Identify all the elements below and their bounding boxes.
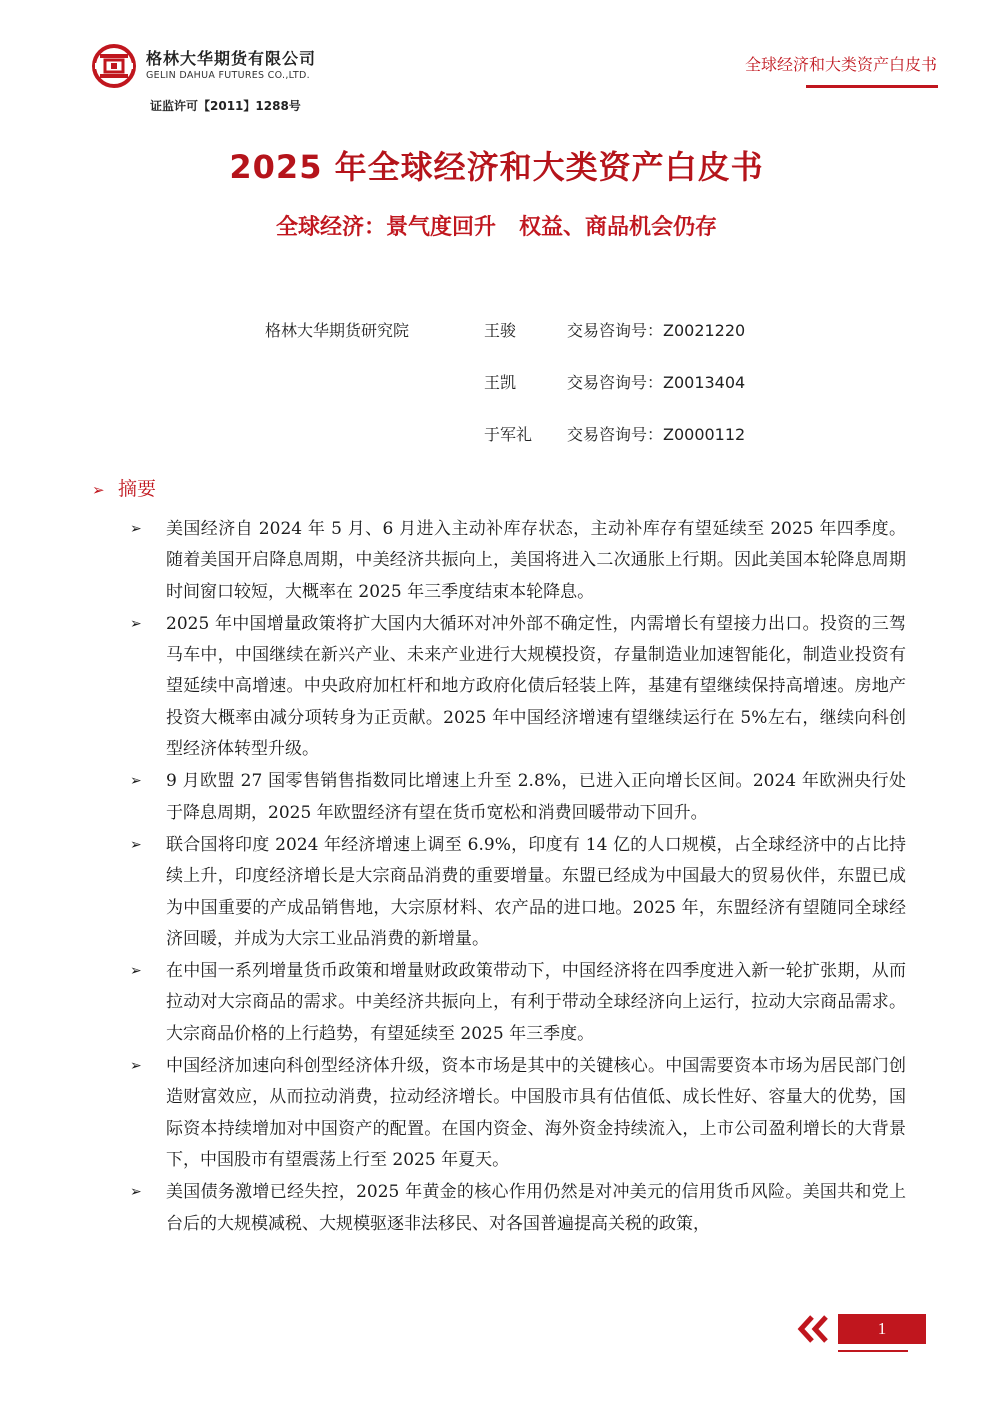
author-license: 交易咨询号：Z0000112 xyxy=(567,425,746,444)
summary-bullet xyxy=(128,830,906,955)
arrow-bullet-icon: ➢ xyxy=(130,1184,142,1201)
document-subtitle: 全球经济：景气度回升 权益、商品机会仍存 xyxy=(276,215,717,240)
arrow-bullet-icon: ➢ xyxy=(92,481,105,499)
header-divider xyxy=(806,85,938,88)
author-name: 王骏 xyxy=(484,321,517,340)
document-title: 2025 年全球经济和大类资产白皮书 xyxy=(229,148,764,186)
footer-divider xyxy=(838,1350,908,1352)
company-name-en: GELIN DAHUA FUTURES CO.,LTD. xyxy=(146,70,310,81)
author-name: 于军礼 xyxy=(484,425,533,444)
summary-bullet-text: 联合国将印度 2024 年经济增速上调至 6.9%，印度有 14 亿的人口规模，占全球经济中的占比持续上升，印度经济增长是大宗商品消费的重要增量。东盟已经成为中国最大的贸易伙伴，东盟已成为中国重要的产成品销售地，大宗原材料、农产品的进口地。2025 年，东盟经济有望随同全球经济回暖，并成为大宗工业品消费的新增量。 xyxy=(166,834,906,949)
summary-heading-label: 摘要 xyxy=(118,478,157,500)
arrow-bullet-icon: ➢ xyxy=(130,615,142,632)
arrow-bullet-icon: ➢ xyxy=(130,521,142,537)
author-license: 交易咨询号：Z0021220 xyxy=(567,321,746,340)
arrow-bullet-icon: ➢ xyxy=(130,963,142,980)
summary-bullet xyxy=(128,1177,906,1240)
page-number: 1 xyxy=(838,1314,926,1344)
arrow-bullet-icon: ➢ xyxy=(130,773,142,790)
summary-bullet xyxy=(128,956,906,1050)
summary-bullet xyxy=(128,1051,906,1176)
summary-bullet xyxy=(128,766,906,829)
author-row xyxy=(0,422,993,446)
summary-bullet-text: 中国经济加速向科创型经济体升级，资本市场是其中的关键核心。中国需要资本市场为居民部门创造财富效应，从而拉动消费，拉动经济增长。中国股市具有估值低、成长性好、容量大的优势，国际资本持续增加对中国资产的配置。在国内资金、海外资金持续流入，上市公司盈利增长的大背景下，中国股市有望震荡上行至 2025 年夏天。 xyxy=(166,1056,906,1170)
summary-bullet xyxy=(128,609,906,765)
arrow-bullet-icon: ➢ xyxy=(130,836,142,853)
company-logo-icon xyxy=(92,44,136,88)
header-report-title: 全球经济和大类资产白皮书 xyxy=(744,55,937,74)
summary-bullet-text: 美国经济自 2024 年 5 月、6 月进入主动补库存状态，主动补库存有望延续至 2025 年四季度。随着美国开启降息周期，中美经济共振向上，美国将进入二次通胀上行期。因此美国本轮降息周期时间窗口较短，大概率在 2025 年三季度结束本轮降息。 xyxy=(166,519,906,602)
summary-list xyxy=(128,514,906,1241)
license-number: 证监许可【2011】1288号 xyxy=(150,99,301,113)
summary-heading xyxy=(92,474,156,501)
company-name-cn: 格林大华期货有限公司 xyxy=(146,49,317,68)
author-license: 交易咨询号：Z0013404 xyxy=(567,373,746,392)
author-row xyxy=(0,318,993,342)
summary-bullet xyxy=(128,514,906,608)
arrow-bullet-icon: ➢ xyxy=(130,1058,142,1075)
double-chevron-left-icon xyxy=(796,1314,832,1344)
summary-bullet-text: 9 月欧盟 27 国零售销售指数同比增速上升至 2.8%，已进入正向增长区间。2024 年欧洲央行处于降息周期，2025 年欧盟经济有望在货币宽松和消费回暖带动下回升。 xyxy=(166,771,906,823)
summary-bullet-text: 2025 年中国增量政策将扩大国内大循环对冲外部不确定性，内需增长有望接力出口。投资的三驾马车中，中国继续在新兴产业、未来产业进行大规模投资，存量制造业加速智能化，制造业投资有望延续中高增速。中央政府加杠杆和地方政府化债后轻装上阵，基建有望继续保持高增速。房地产投资大概率由减分项转身为正贡献。2025 年中国经济增速有望继续运行在 5%左右，继续向科创型经济体转型升级。 xyxy=(166,613,906,760)
author-name: 王凯 xyxy=(484,373,517,392)
institute-name: 格林大华期货研究院 xyxy=(265,321,410,340)
author-row xyxy=(0,370,993,394)
summary-bullet-text: 在中国一系列增量货币政策和增量财政政策带动下，中国经济将在四季度进入新一轮扩张期，从而拉动对大宗商品的需求。中美经济共振向上，有利于带动全球经济向上运行，拉动大宗商品需求。大宗商品价格的上行趋势，有望延续至 2025 年三季度。 xyxy=(166,961,906,1044)
summary-bullet-text: 美国债务激增已经失控，2025 年黄金的核心作用仍然是对冲美元的信用货币风险。美国共和党上台后的大规模减税、大规模驱逐非法移民、对各国普遍提高关税的政策， xyxy=(166,1182,906,1234)
